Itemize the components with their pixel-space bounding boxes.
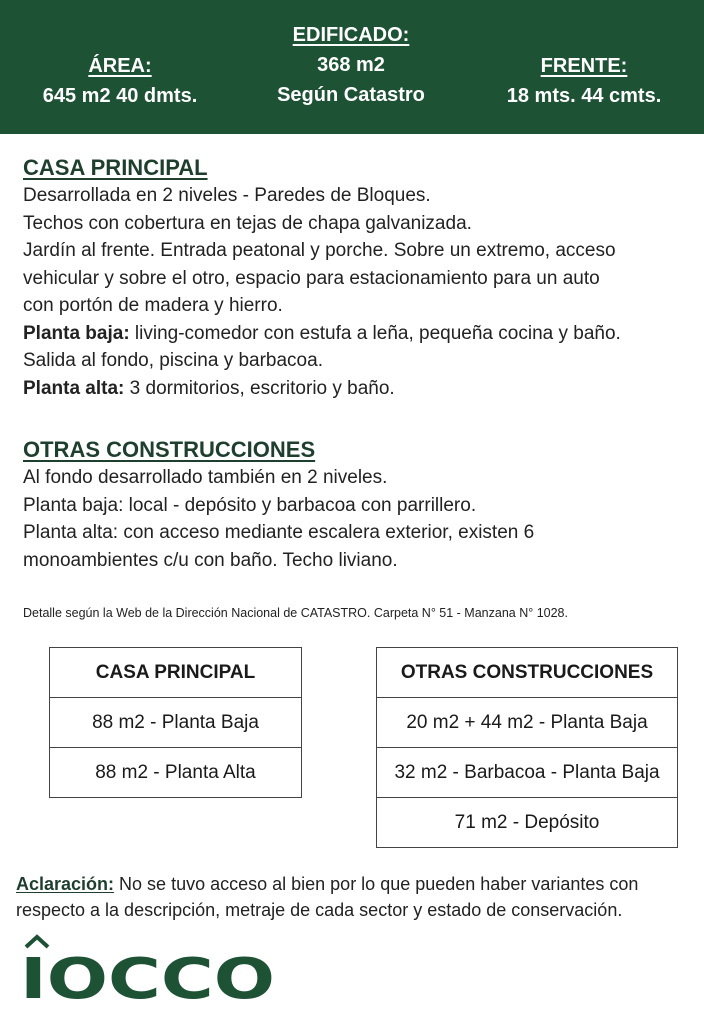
upper-floor-line [23,375,693,403]
other-buildings-line: Al fondo desarrollado también en 2 niveles. [23,467,388,488]
main-house-section [23,154,693,402]
built-label: EDIFICADO: [292,24,410,46]
main-house-line: con portón de madera y hierro. [23,295,283,316]
other-buildings-heading: OTRAS CONSTRUCCIONES [23,437,316,462]
area-label: ÁREA: [88,55,152,77]
iocco-logo [20,934,280,1004]
table-cell: 88 m2 - Planta Alta [50,748,302,798]
other-buildings-section [23,436,693,574]
ground-floor-label: Planta baja: [23,322,130,344]
built-value: 368 m2 [317,54,385,76]
main-house-table [49,647,302,798]
main-house-line: vehicular y sobre el otro, espacio para estacionamiento para un auto [23,267,600,289]
table-cell: 20 m2 + 44 m2 - Planta Baja [377,698,678,748]
main-house-line: Desarrollada en 2 niveles - Paredes de Bloques. [23,185,431,206]
clarification-text: No se tuvo acceso al bien por lo que pueden haber variantes con [114,874,639,894]
built-note: Según Catastro [277,84,425,106]
built-stat [241,20,461,110]
logo-roof-icon [26,937,48,947]
table-cell: 71 m2 - Depósito [377,798,678,848]
logo-text: IOCCO [20,947,275,1004]
other-buildings-line: monoambientes c/u con baño. Techo liviano. [23,549,398,571]
table-header: CASA PRINCIPAL [50,648,302,698]
other-buildings-table [376,647,678,848]
table-cell: 88 m2 - Planta Baja [50,698,302,748]
clarification-label: Aclaración: [16,874,115,894]
upper-floor-label: Planta alta: [23,377,125,399]
cadastre-note: Detalle según la Web de la Dirección Nacional de CATASTRO. Carpeta N° 51 - Manzana N° 1028. [23,606,568,620]
ground-floor-line [23,320,693,348]
main-house-line: Jardín al frente. Entrada peatonal y porche. Sobre un extremo, acceso [23,240,616,261]
main-house-heading: CASA PRINCIPAL [23,155,208,180]
main-house-line: Salida al fondo, piscina y barbacoa. [23,350,323,371]
upper-floor-text: 3 dormitorios, escritorio y baño. [124,377,395,399]
front-label: FRENTE: [540,55,628,77]
area-value: 645 m2 40 dmts. [42,85,198,107]
other-buildings-line: Planta alta: con acceso mediante escalera exterior, existen 6 [23,522,535,543]
clarification [16,871,638,923]
table-header: OTRAS CONSTRUCCIONES [377,648,678,698]
front-stat [474,51,694,111]
other-buildings-line: Planta baja: local - depósito y barbacoa con parrillero. [23,494,477,516]
main-house-line: Techos con cobertura en tejas de chapa galvanizada. [23,212,472,234]
clarification-text: respecto a la descripción, metraje de cada sector y estado de conservación. [16,900,623,920]
summary-banner [0,0,704,134]
front-value: 18 mts. 44 cmts. [506,85,662,107]
table-cell: 32 m2 - Barbacoa - Planta Baja [377,748,678,798]
ground-floor-text: living-comedor con estufa a leña, pequeña cocina y baño. [129,322,621,344]
area-stat [10,51,230,111]
